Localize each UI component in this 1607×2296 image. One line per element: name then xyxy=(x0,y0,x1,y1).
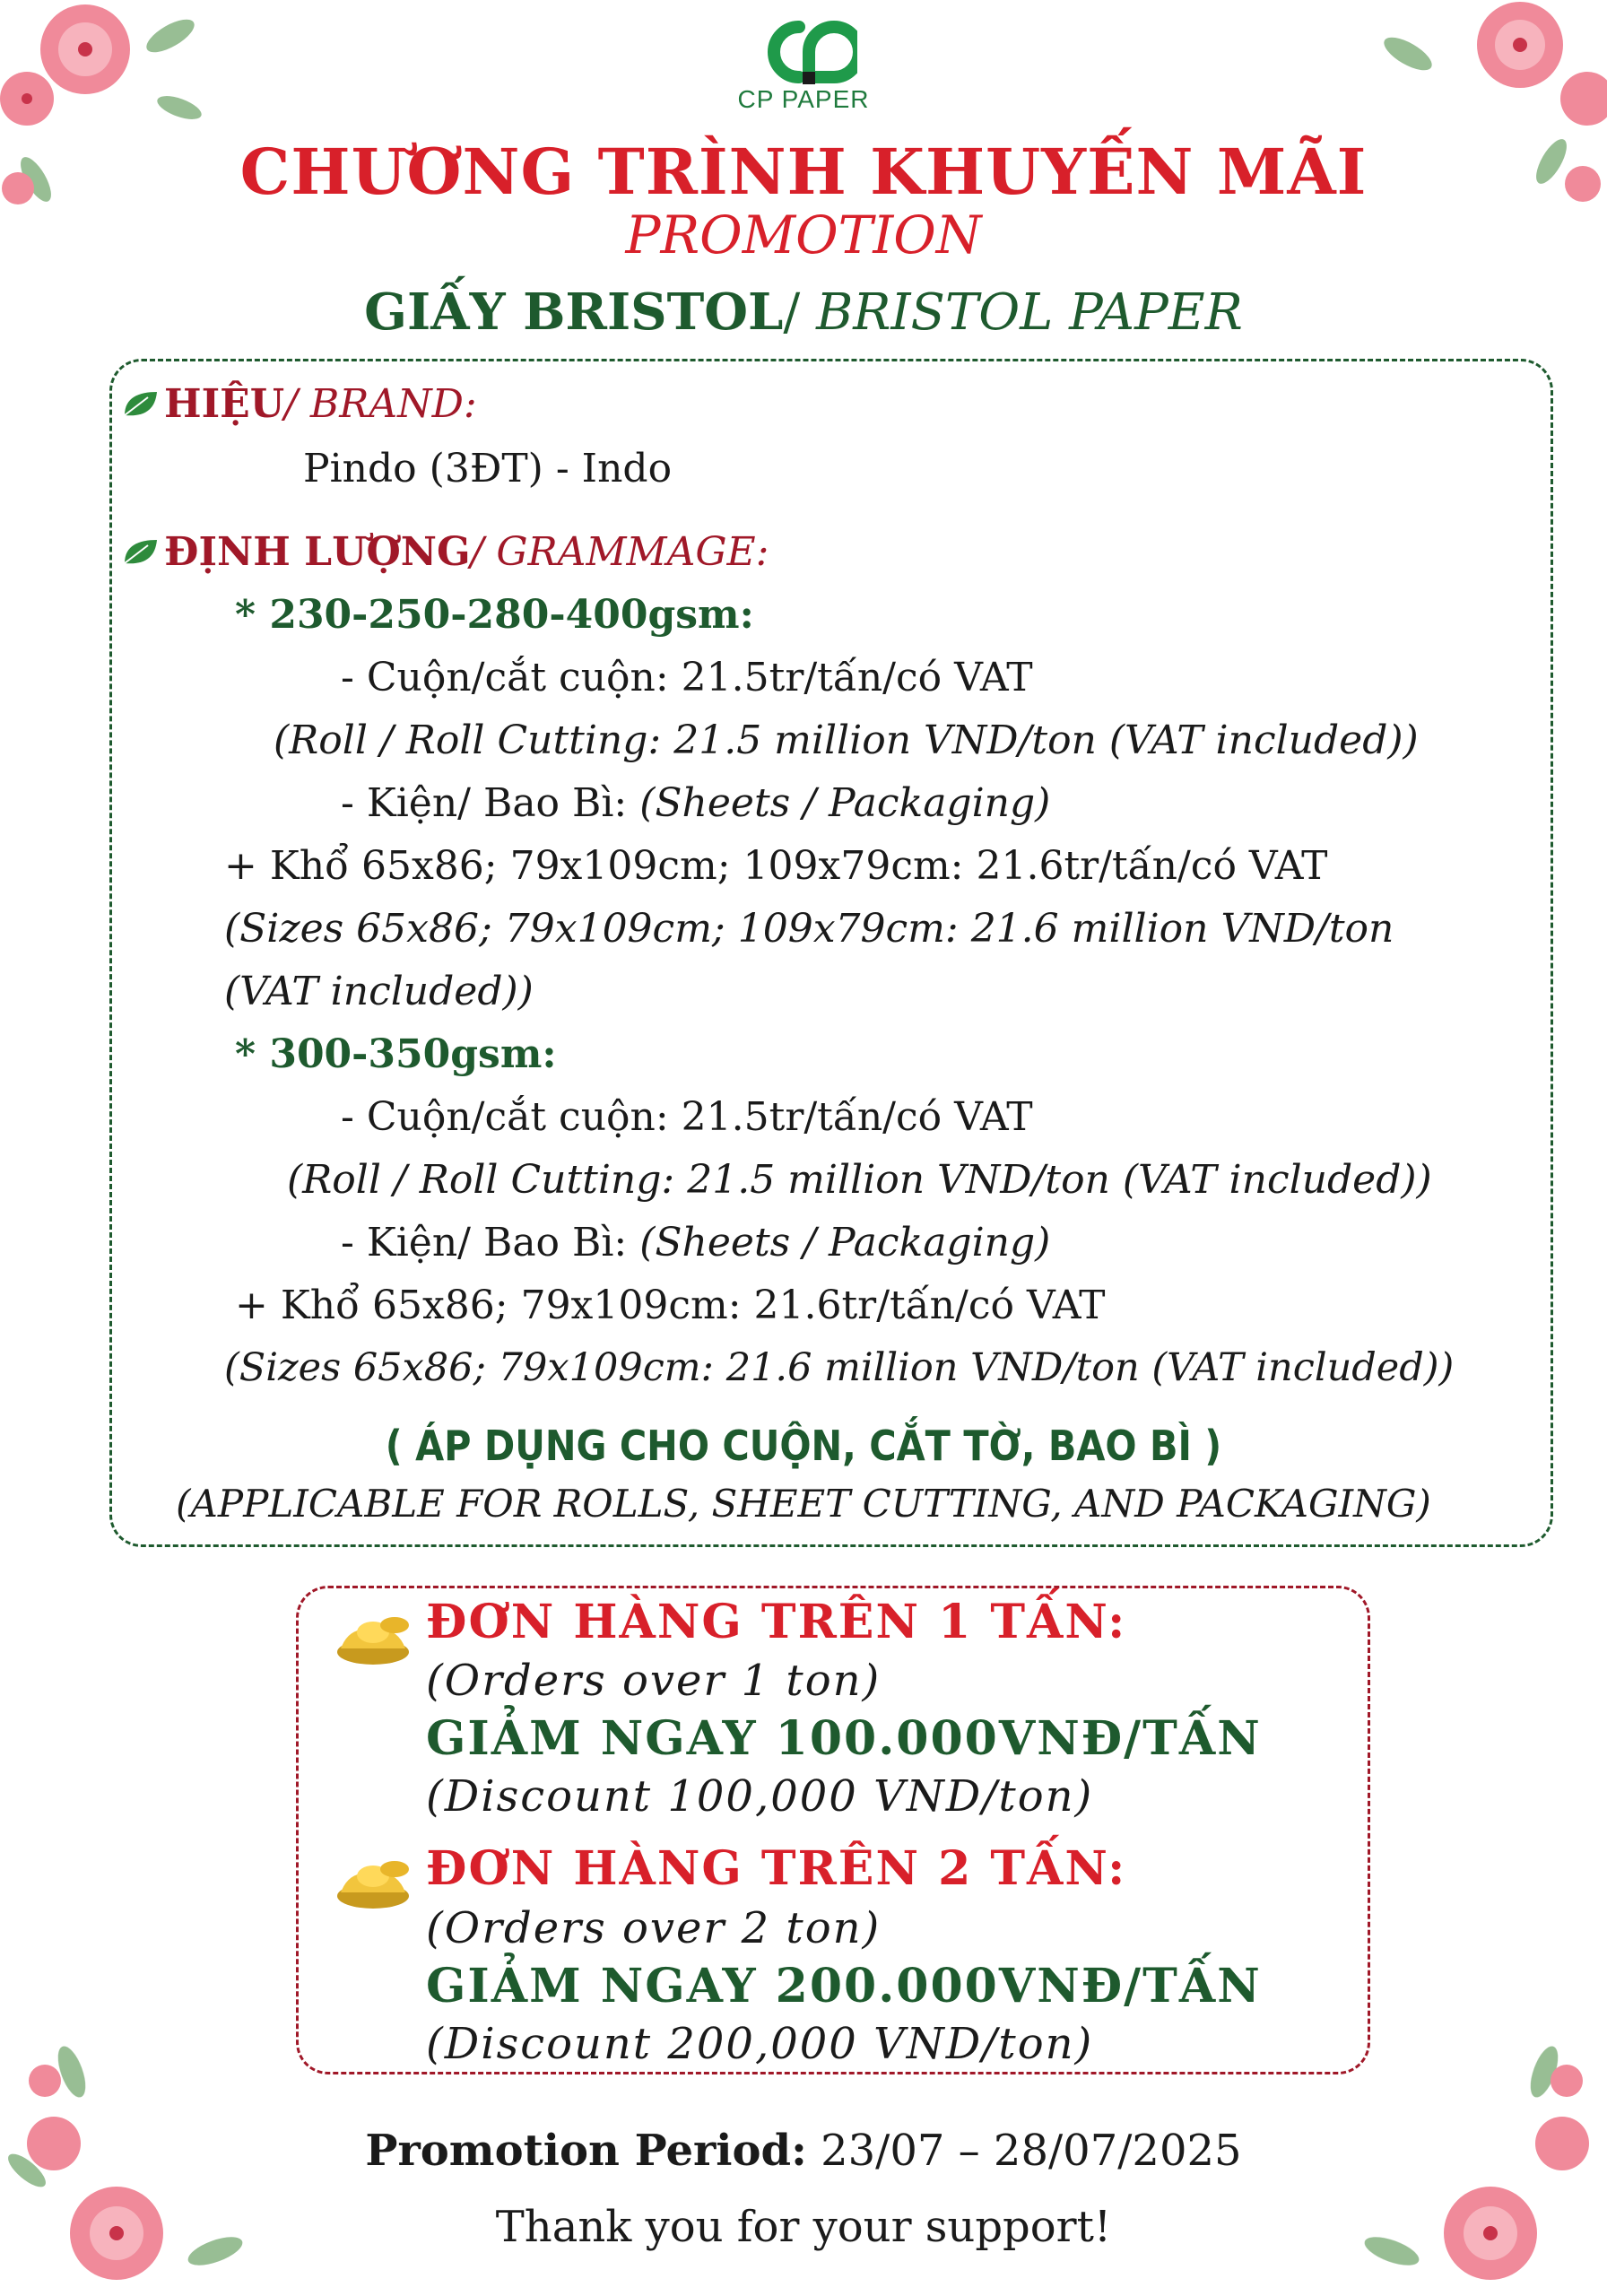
apply-note-en: (APPLICABLE FOR ROLLS, SHEET CUTTING, AND PACKAGING) xyxy=(176,1482,1431,1526)
group1-size-vn: + Khổ 65x86; 79x109cm; 109x79cm: 21.6tr/tấn/có VAT xyxy=(224,843,1328,889)
title-vietnamese: CHƯƠNG TRÌNH KHUYẾN MÃI xyxy=(239,135,1368,209)
discount2-offer: GIẢM NGAY 200.000VNĐ/TẤN xyxy=(426,1959,1262,2013)
leaf-icon xyxy=(121,388,161,421)
title-english: PROMOTION xyxy=(625,204,982,265)
group2-roll-vn: - Cuộn/cắt cuộn: 21.5tr/tấn/có VAT xyxy=(341,1094,1033,1140)
thank-you-text: Thank you for your support! xyxy=(495,2202,1112,2252)
discount1-head: ĐƠN HÀNG TRÊN 1 TẤN: xyxy=(426,1595,1127,1649)
subtitle-vn: GIẤY BRISTOL xyxy=(364,283,784,342)
group2-size-vn: + Khổ 65x86; 79x109cm: 21.6tr/tấn/có VAT xyxy=(235,1283,1106,1328)
discount1-offer-en: (Discount 100,000 VND/ton) xyxy=(426,1771,1094,1822)
grammage-label-en: / GRAMMAGE: xyxy=(470,529,769,575)
period-label: Promotion Period: xyxy=(365,2126,807,2176)
gold-ingot-icon xyxy=(332,1849,414,1912)
grammage-label: ĐỊNH LƯỢNG xyxy=(164,529,471,575)
brand-label-en: / BRAND: xyxy=(284,381,477,427)
group1-sheet-vn: - Kiện/ Bao Bì: xyxy=(341,780,640,826)
gold-ingot-icon xyxy=(332,1605,414,1668)
group1-sheet xyxy=(341,780,1050,826)
subtitle-en: BRISTOL PAPER xyxy=(816,283,1243,342)
product-subtitle xyxy=(0,283,1607,342)
grammage-heading xyxy=(121,529,769,575)
group2-title: * 300-350gsm: xyxy=(235,1031,557,1077)
subtitle-separator: / xyxy=(783,283,817,342)
group2-sheet-vn: - Kiện/ Bao Bì: xyxy=(341,1220,640,1265)
discount2-head: ĐƠN HÀNG TRÊN 2 TẤN: xyxy=(426,1841,1127,1896)
logo-text: CP PAPER xyxy=(737,85,870,113)
discount1-head-en: (Orders over 1 ton) xyxy=(426,1656,882,1706)
group1-size-en-1: (Sizes 65x86; 79x109cm; 109x79cm: 21.6 million VND/ton xyxy=(224,906,1394,952)
group1-title: * 230-250-280-400gsm: xyxy=(235,592,754,638)
promotion-period xyxy=(0,2126,1607,2176)
brand-heading xyxy=(121,381,477,427)
group1-title-text: 230-250-280-400gsm: xyxy=(269,592,754,638)
group1-roll-en: (Roll / Roll Cutting: 21.5 million VND/ton (VAT included)) xyxy=(274,718,1419,763)
group2-sheet xyxy=(341,1220,1050,1265)
group1-sheet-en: (Sheets / Packaging) xyxy=(639,780,1051,826)
apply-note-vn: ( ÁP DỤNG CHO CUỘN, CẮT TỜ, BAO BÌ ) xyxy=(385,1422,1222,1470)
brand-label: HIỆU xyxy=(164,381,285,427)
discount1-offer: GIẢM NGAY 100.000VNĐ/TẤN xyxy=(426,1711,1262,1766)
group2-sheet-en: (Sheets / Packaging) xyxy=(639,1220,1051,1265)
group2-title-text: 300-350gsm: xyxy=(269,1031,557,1077)
discount2-offer-en: (Discount 200,000 VND/ton) xyxy=(426,2019,1094,2069)
group2-size-en: (Sizes 65x86; 79x109cm: 21.6 million VND/ton (VAT included)) xyxy=(224,1345,1455,1390)
group1-size-en-2: (VAT included)) xyxy=(224,969,534,1014)
period-value: 23/07 – 28/07/2025 xyxy=(806,2126,1242,2176)
leaf-icon xyxy=(121,536,161,569)
group1-roll-vn: - Cuộn/cắt cuộn: 21.5tr/tấn/có VAT xyxy=(341,655,1033,700)
brand-value: Pindo (3ĐT) - Indo xyxy=(303,446,673,491)
discount2-head-en: (Orders over 2 ton) xyxy=(426,1903,882,1953)
group2-roll-en: (Roll / Roll Cutting: 21.5 million VND/ton (VAT included)) xyxy=(287,1157,1432,1203)
